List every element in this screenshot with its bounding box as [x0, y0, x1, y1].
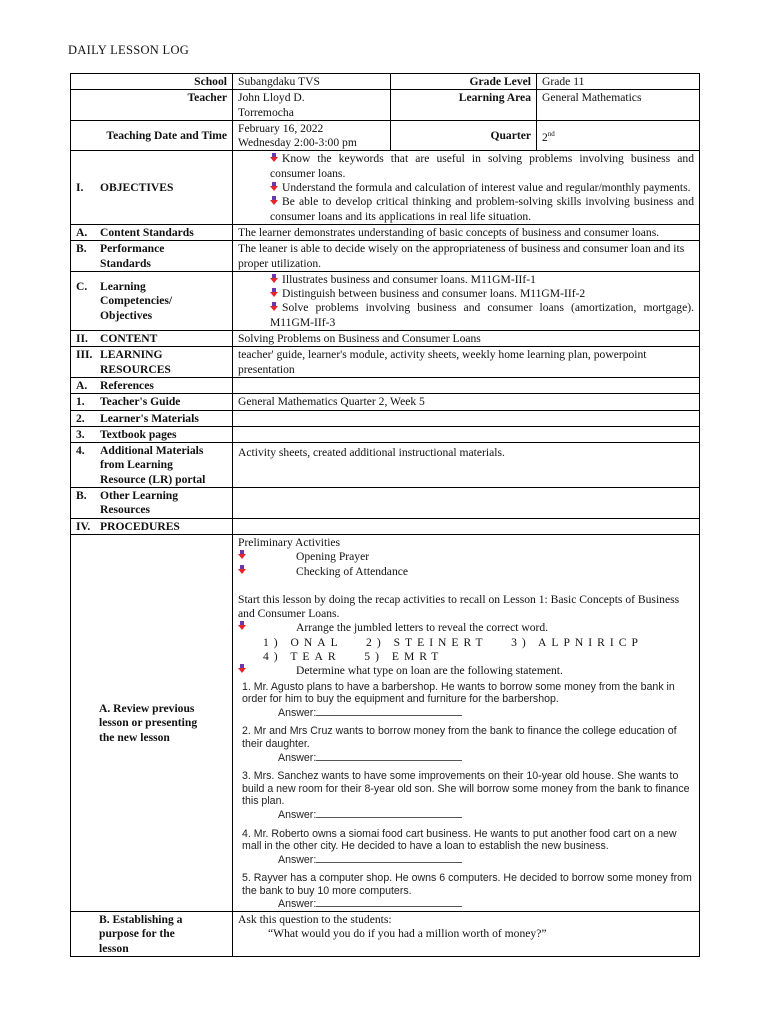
competency-item: Solve problems involving business and consumer loans (amortization, mortgage). M11GM-IIf-3 — [270, 301, 694, 329]
answer-line: Answer: — [242, 751, 694, 765]
performance-standards-num: B. — [76, 242, 87, 256]
competencies-label: Learning Competencies/ Objectives — [100, 280, 173, 322]
purpose-value — [233, 912, 700, 957]
school-label: School — [71, 74, 233, 90]
content-value: Solving Problems on Business and Consumer Loans — [233, 331, 700, 347]
review-label-cell — [71, 534, 233, 911]
bullet-arrow-icon — [270, 274, 279, 284]
date-line: February 16, 2022 — [238, 121, 324, 135]
objective-item: Know the keywords that are useful in solving problems involving business and consumer loans. — [270, 152, 694, 180]
teachers-guide-num: 1. — [76, 395, 85, 409]
quarter-suffix: nd — [547, 130, 555, 139]
answer-line: Answer: — [242, 706, 694, 720]
purpose-question: “What would you do if you had a million worth of money?” — [268, 927, 547, 941]
performance-standards-value: The leaner is able to decide wisely on the appropriateness of business and consumer loan and its proper utilization. — [233, 241, 700, 272]
learners-materials-value — [233, 410, 700, 426]
teacher-name-line1: John Lloyd D. — [238, 91, 305, 105]
other-resources-label-cell — [71, 488, 233, 519]
teacher-name-line2: Torremocha — [238, 105, 294, 119]
content-num: II. — [76, 332, 88, 346]
loan-questions-block — [238, 681, 694, 912]
learning-resources-num: III. — [76, 348, 93, 362]
list-item: Arrange the jumbled letters to reveal the correct word. — [238, 621, 694, 635]
time-line: Wednesday 2:00-3:00 pm — [238, 136, 357, 150]
competencies-label-cell — [71, 271, 233, 330]
bullet-arrow-icon — [270, 288, 279, 298]
review-label-line1: A. Review previous — [99, 702, 195, 716]
preliminary-activities: Preliminary Activities — [238, 535, 341, 549]
bullet-arrow-icon — [238, 565, 247, 575]
procedures-label-cell — [71, 518, 233, 534]
bullet-arrow-icon — [270, 182, 279, 192]
quarter-value — [537, 120, 700, 151]
competency-item: Distinguish between business and consumer loans. M11GM-IIf-2 — [238, 287, 694, 301]
references-label: References — [100, 378, 154, 392]
quarter-label: Quarter — [391, 120, 537, 151]
additional-materials-label-cell — [71, 443, 233, 488]
competencies-num: C. — [76, 280, 88, 293]
objective-item: Be able to develop critical thinking and problem-solving skills involving business and consumer loans and its applications in real life situation. — [270, 195, 694, 223]
content-standards-value: The learner demonstrates understanding of basic concepts of business and consumer loans. — [233, 224, 700, 240]
other-resources-num: B. — [76, 489, 87, 503]
objectives-row — [71, 151, 700, 224]
references-num: A. — [76, 378, 88, 392]
learners-materials-label-cell — [71, 410, 233, 426]
textbook-pages-num: 3. — [76, 427, 85, 441]
purpose-label-line2: purpose for the — [99, 927, 175, 941]
jumbled-words-line1: 1) ONAL 2) STEINERT 3) ALPNIRICP — [263, 635, 643, 649]
quarter-number: 2 — [542, 130, 548, 144]
learners-materials-label: Learner's Materials — [100, 411, 199, 425]
textbook-pages-label: Textbook pages — [100, 427, 177, 441]
bullet-arrow-icon — [270, 302, 279, 312]
teacher-label: Teacher — [71, 90, 233, 121]
learning-resources-row — [71, 347, 700, 378]
performance-standards-label: Performance Standards — [100, 242, 165, 270]
competency-item: Illustrates business and consumer loans. M11GM-IIf-1 — [238, 273, 694, 287]
objective-item: Understand the formula and calculation of interest value and regular/monthly payments. — [238, 181, 694, 195]
performance-standards-label-cell — [71, 241, 233, 272]
answer-line: Answer: — [242, 808, 694, 822]
date-row — [71, 120, 700, 151]
competencies-value — [233, 271, 700, 330]
procedures-num: IV. — [76, 519, 91, 533]
procedures-row — [71, 518, 700, 534]
bullet-arrow-icon — [238, 550, 247, 560]
bullet-arrow-icon — [270, 196, 279, 206]
grade-level-value: Grade 11 — [537, 74, 700, 90]
other-resources-row — [71, 488, 700, 519]
bullet-arrow-icon — [238, 621, 247, 631]
teachers-guide-row — [71, 394, 700, 410]
date-label: Teaching Date and Time — [71, 120, 233, 151]
procedures-label: PROCEDURES — [100, 519, 180, 533]
teachers-guide-value: General Mathematics Quarter 2, Week 5 — [233, 394, 700, 410]
content-standards-label-cell — [71, 224, 233, 240]
question-item: 3. Mrs. Sanchez wants to have some improvements on their 10-year old house. She wants to build a new room for their 8-year old son. She will borrow some money from the bank to finance this plan. — [242, 770, 690, 808]
objectives-label-cell — [71, 151, 233, 224]
additional-materials-value: Activity sheets, created additional instructional materials. — [233, 443, 700, 488]
content-label: CONTENT — [100, 332, 158, 346]
teachers-guide-label: Teacher's Guide — [100, 395, 181, 409]
learners-materials-num: 2. — [76, 411, 85, 425]
objectives-label: OBJECTIVES — [100, 181, 174, 195]
other-resources-label: Other Learning Resources — [100, 489, 179, 517]
performance-standards-row — [71, 241, 700, 272]
question-item: 2. Mr and Mrs Cruz wants to borrow money from the bank to finance the college education of their daughter. — [242, 725, 677, 750]
content-standards-label: Content Standards — [100, 225, 194, 239]
learners-materials-row — [71, 410, 700, 426]
references-label-cell — [71, 377, 233, 393]
bullet-arrow-icon — [270, 153, 279, 163]
procedures-value — [233, 518, 700, 534]
references-value — [233, 377, 700, 393]
objectives-value — [233, 151, 700, 224]
textbook-pages-row — [71, 426, 700, 442]
teacher-row — [71, 90, 700, 121]
school-value: Subangdaku TVS — [233, 74, 391, 90]
question-item: 5. Rayver has a computer shop. He owns 6 computers. He decided to borrow some money from the bank to buy 10 more computers. — [242, 872, 692, 897]
content-standards-num: A. — [76, 225, 88, 239]
review-label-line2: lesson or presenting — [99, 716, 198, 730]
list-item: Checking of Attendance — [238, 565, 694, 579]
purpose-row — [71, 912, 700, 957]
learning-area-label: Learning Area — [391, 90, 537, 121]
purpose-label-line1: B. Establishing a — [99, 913, 183, 927]
document-title: DAILY LESSON LOG — [68, 43, 190, 57]
answer-line: Answer: — [242, 897, 694, 911]
content-standards-row — [71, 224, 700, 240]
additional-materials-label: Additional Materials from Learning Resource (LR) portal — [100, 444, 206, 486]
date-value — [233, 120, 391, 151]
purpose-label-cell — [71, 912, 233, 957]
textbook-pages-value — [233, 426, 700, 442]
additional-materials-num: 4. — [76, 444, 85, 458]
content-row — [71, 331, 700, 347]
competencies-row — [71, 271, 700, 330]
jumbled-words-line2: 4) TEAR 5) EMRT — [263, 649, 444, 663]
learning-resources-label-cell — [71, 347, 233, 378]
textbook-pages-label-cell — [71, 426, 233, 442]
objectives-num: I. — [76, 181, 84, 195]
lesson-log-table — [70, 73, 700, 957]
recap-instructions: Start this lesson by doing the recap activities to recall on Lesson 1: Basic Concepts of Business and Consumer Loans. — [238, 592, 680, 621]
other-resources-value — [233, 488, 700, 519]
bullet-arrow-icon — [238, 664, 247, 674]
teacher-value — [233, 90, 391, 121]
teachers-guide-label-cell — [71, 394, 233, 410]
review-value — [233, 534, 700, 911]
additional-materials-row — [71, 443, 700, 488]
review-label-line3: the new lesson — [99, 730, 170, 744]
question-item: 4. Mr. Roberto owns a siomai food cart business. He wants to put another food cart on a new mall in the other city. He decided to have a loan to establish the new business. — [242, 827, 677, 853]
learning-area-value: General Mathematics — [537, 90, 700, 121]
content-label-cell — [71, 331, 233, 347]
grade-level-label: Grade Level — [391, 74, 537, 90]
question-item: 1. Mr. Agusto plans to have a barbershop. He wants to borrow some money from the bank in order for him to buy the equipment and furniture for the barbershop. — [242, 680, 675, 706]
purpose-label-line3: lesson — [99, 941, 129, 955]
answer-line: Answer: — [242, 853, 694, 867]
review-row — [71, 534, 700, 911]
learning-resources-value: teacher' guide, learner's module, activity sheets, weekly home learning plan, powerpoint presentation — [233, 347, 700, 378]
purpose-ask: Ask this question to the students: — [238, 913, 392, 927]
list-item: Opening Prayer — [238, 550, 694, 564]
references-row — [71, 377, 700, 393]
learning-resources-label: LEARNING RESOURCES — [100, 348, 171, 376]
list-item: Determine what type on loan are the following statement. — [238, 664, 694, 678]
school-row — [71, 74, 700, 90]
